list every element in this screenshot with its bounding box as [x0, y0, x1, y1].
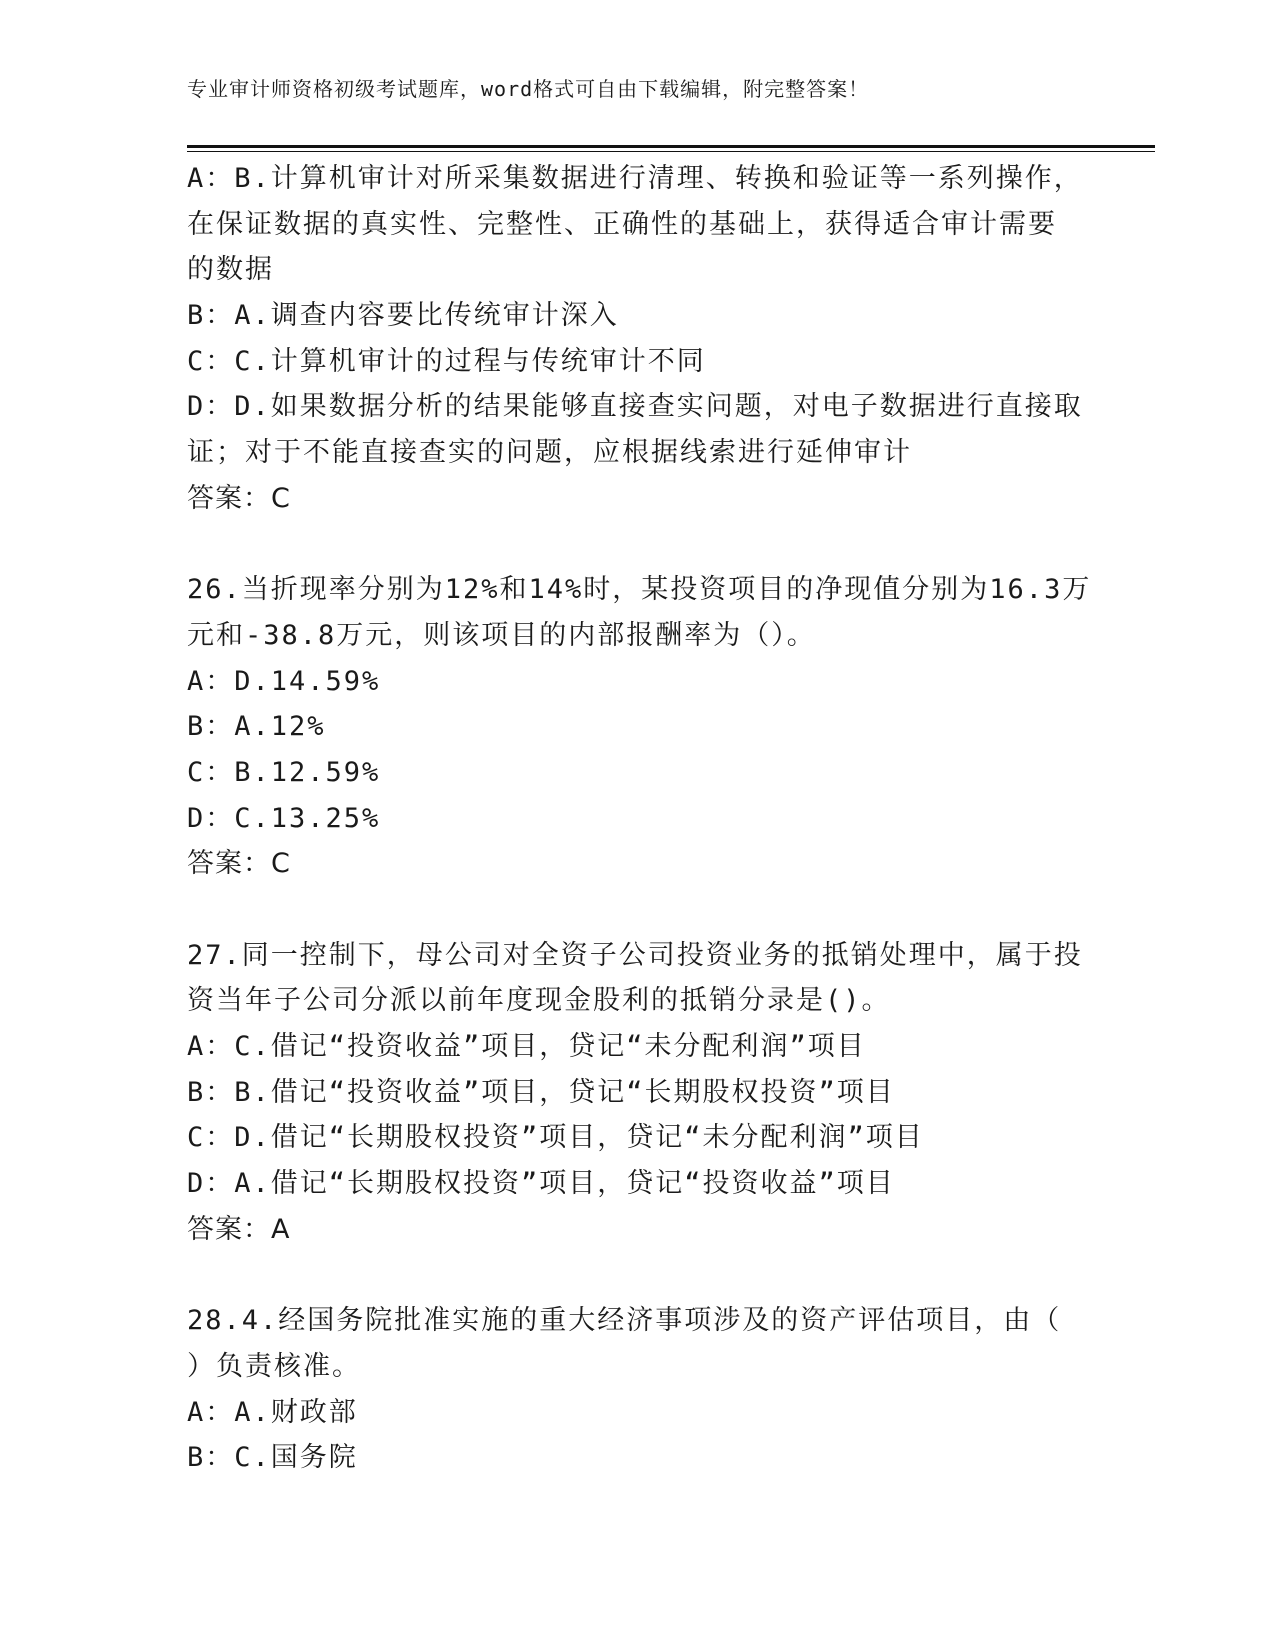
option-a-line-1: A：B.计算机审计对所采集数据进行清理、转换和验证等一系列操作，	[187, 163, 1083, 194]
option-b: B：A.调查内容要比传统审计深入	[187, 300, 619, 332]
question-stem-line-2: 元和-38.8万元，则该项目的内部报酬率为（）。	[187, 619, 816, 651]
option-a-line-3: 的数据	[187, 254, 274, 286]
header-rule-thick	[187, 145, 1155, 148]
document-header: 专业审计师资格初级考试题库，word格式可自由下载编辑，附完整答案！	[187, 77, 870, 101]
question-25	[187, 156, 1087, 522]
question-27	[187, 933, 1087, 1253]
spacer	[187, 1253, 1087, 1299]
question-stem-line-1: 28.4.经国务院批准实施的重大经济事项涉及的资产评估项目，由（	[187, 1305, 1062, 1337]
option-d: D：C.13.25%	[187, 802, 381, 834]
option-b: B：C.国务院	[187, 1442, 358, 1474]
option-d-line-2: 证；对于不能直接查实的问题，应根据线索进行延伸审计	[187, 437, 912, 469]
question-26	[187, 567, 1092, 887]
question-28	[187, 1298, 1087, 1481]
option-d-line-1: D：D.如果数据分析的结果能够直接查实问题，对电子数据进行直接取	[187, 391, 1083, 423]
spacer	[187, 887, 1087, 933]
option-a-line-2: 在保证数据的真实性、完整性、正确性的基础上，获得适合审计需要	[187, 208, 1057, 240]
answer: 答案：C	[187, 482, 291, 514]
header-rule-thin	[187, 151, 1155, 152]
option-a: A：D.14.59%	[187, 665, 381, 697]
option-d: D：A.借记“长期股权投资”项目，贷记“投资收益”项目	[187, 1168, 895, 1200]
question-stem-line-1: 26.当折现率分别为12%和14%时，某投资项目的净现值分别为16.3万	[187, 574, 1092, 606]
option-b: B：B.借记“投资收益”项目，贷记“长期股权投资”项目	[187, 1076, 895, 1108]
option-c: C：D.借记“长期股权投资”项目，贷记“未分配利润”项目	[187, 1122, 924, 1154]
option-a: A：A.财政部	[187, 1396, 358, 1428]
answer: 答案：A	[187, 1213, 291, 1245]
question-list	[187, 156, 1092, 1481]
answer: 答案：C	[187, 848, 291, 880]
option-a: A：C.借记“投资收益”项目，贷记“未分配利润”项目	[187, 1031, 866, 1063]
question-stem-line-2: 资当年子公司分派以前年度现金股利的抵销分录是()。	[187, 985, 891, 1017]
option-c: C：B.12.59%	[187, 756, 381, 788]
question-stem-line-2: ）负责核准。	[187, 1350, 361, 1382]
question-stem-line-1: 27.同一控制下，母公司对全资子公司投资业务的抵销处理中，属于投	[187, 939, 1083, 971]
spacer	[187, 522, 1087, 568]
option-c: C：C.计算机审计的过程与传统审计不同	[187, 345, 706, 377]
option-b: B：A.12%	[187, 711, 326, 743]
